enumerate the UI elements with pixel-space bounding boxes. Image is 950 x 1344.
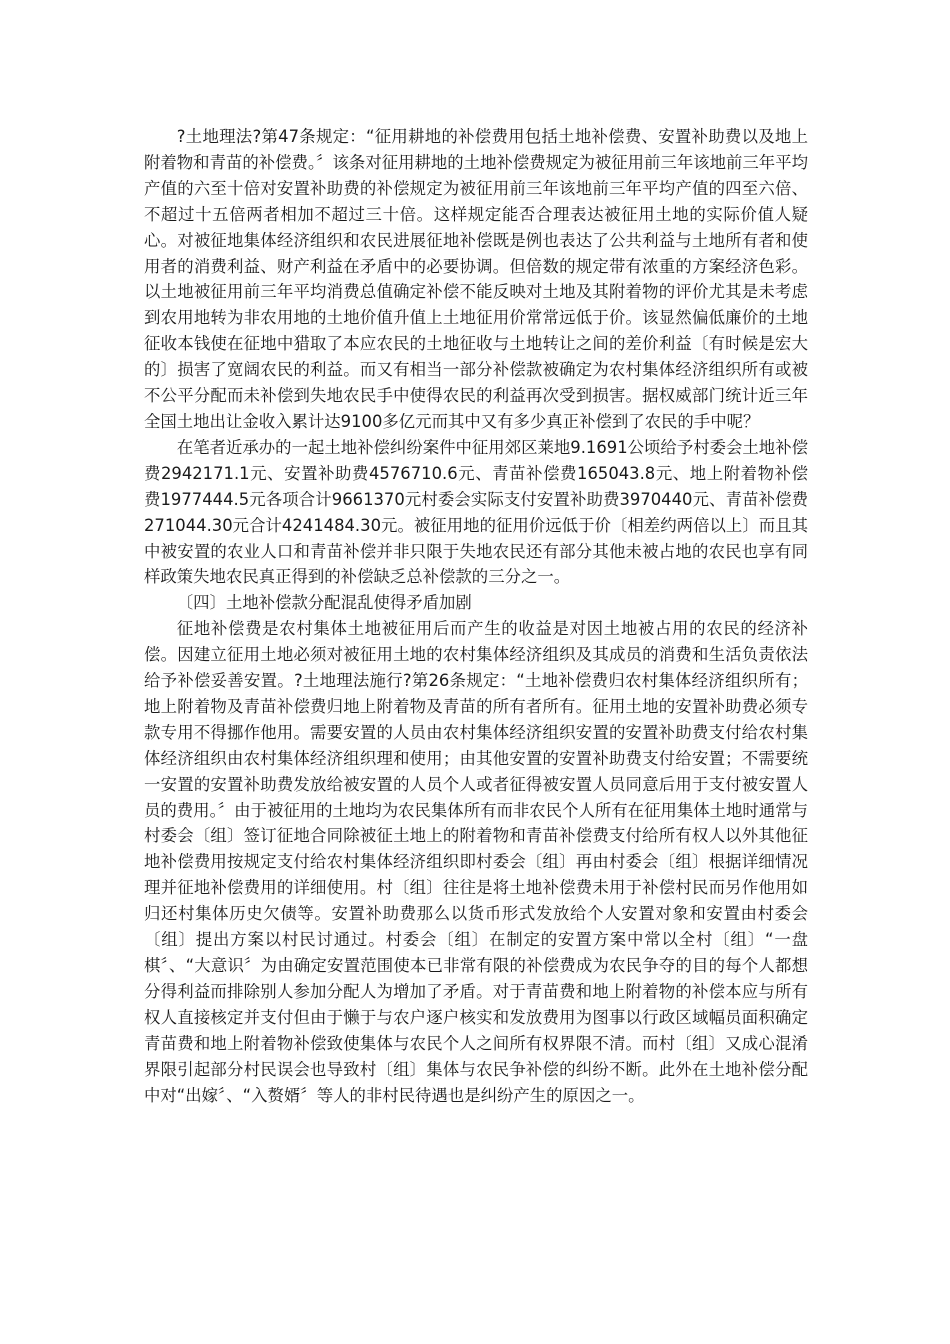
paragraph-compensation-distribution: 征地补偿费是农村集体土地被征用后而产生的收益是对因土地被占用的农民的经济补偿。因建立征用土地必须对被征用土地的农村集体经济组织及其成员的消费和生活负责依法给予补偿妥善安置。?土地理法施行?第26条规定：“土地补偿费归农村集体经济组织所有；地上附着物及青苗补偿费归地上附着物及青苗的所有者所有。征用土地的安置补助费必须专款专用不得挪作他用。需要安置的人员由农村集体经济组织安置的安置补助费支付给农村集体经济组织由农村集体经济组织理和使用；由其他安置的安置补助费支付给安置；不需要统一安置的安置补助费发放给被安置的人员个人或者征得被安置人员同意后用于支付被安置人员的费用。〞由于被征用的土地均为农民集体所有而非农民个人所有在征用集体土地时通常与村委会〔组〕签订征地合同除被征土地上的附着物和青苗补偿费支付给所有权人以外其他征地补偿费用按规定支付给农村集体经济组织即村委会〔组〕再由村委会〔组〕根据详细情况理并征地补偿费用的详细使用。村〔组〕往往是将土地补偿费未用于补偿村民而另作他用如归还村集体历史欠债等。安置补助费那么以货币形式发放给个人安置对象和安置由村委会〔组〕提出方案以村民讨通过。村委会〔组〕在制定的安置方案中常以全村〔组〕“一盘棋〞、“大意识〞为由确定安置范围使本已非常有限的补偿费成为农民争夺的目的每个人都想分得利益而排除别人参加分配人为增加了矛盾。对于青苗费和地上附着物的补偿本应与所有权人直接核定并支付但由于懒于与农户逐户核实和发放费用为图事以行政区域幅员面积确定青苗费和地上附着物补偿致使集体与农民个人之间所有权界限不清。而村〔组〕又成心混淆界限引起部分村民误会也导致村〔组〕集体与农民争补偿的纠纷不断。此外在土地补偿分配中对“出嫁〞、“入赘婿〞等人的非村民待遇也是纠纷产生的原因之一。 [144, 619, 808, 1105]
paragraph-case-example: 在笔者近承办的一起土地补偿纠纷案件中征用郊区莱地9.1691公顷给予村委会土地补偿费2942171.1元、安置补助费4576710.6元、青苗补偿费165043.8元、地上附着物补偿费1977444.5元各项合计9661370元村委会实际支付安置补助费3970440元、青苗补偿费271044.30元合计4241484.30元。被征用地的征用价远低于价〔相差约两倍以上〕而且其中被安置的农业人口和青苗补偿并非只限于失地农民还有部分其他未被占地的农民也享有同样政策失地农民真正得到的补偿缺乏总补偿款的三分之一。 [144, 437, 808, 587]
paragraph-land-law-article-47: ?土地理法?第47条规定：“征用耕地的补偿费用包括土地补偿费、安置补助费以及地上附着物和青苗的补偿费。〞该条对征用耕地的土地补偿费规定为被征用前三年该地前三年平均产值的六至十倍对安置补助费的补偿规定为被征用前三年该地前三年平均产值的四至六倍、不超过十五倍两者相加不超过三十倍。这样规定能否合理表达被征用土地的实际价值人疑心。对被征地集体经济组织和农民进展征地补偿既是例也表达了公共利益与土地所有者和使用者的消费利益、财产利益在矛盾中的必要协调。但倍数的规定带有浓重的方案经济色彩。以土地被征用前三年平均消费总值确定补偿不能反映对土地及其附着物的评价尤其是未考虑到农用地转为非农用地的土地价值升值上土地征用价常常远低于价。该显然偏低廉价的土地征收本钱使在征地中猎取了本应农民的土地征收与土地转让之间的差价利益〔有时候是宏大的〕损害了宽阔农民的利益。而又有相当一部分补偿款被确定为农村集体经济组织所有或被不公平分配而未补偿到失地农民手中使得农民的利益再次受到损害。据权威部门统计近三年全国土地出让金收入累计达9100多亿元而其中又有多少真正补偿到了农民的手中呢？ [144, 127, 808, 431]
document-page [144, 124, 808, 1108]
section-heading-four: 〔四〕土地补偿款分配混乱使得矛盾加剧 [176, 593, 472, 613]
